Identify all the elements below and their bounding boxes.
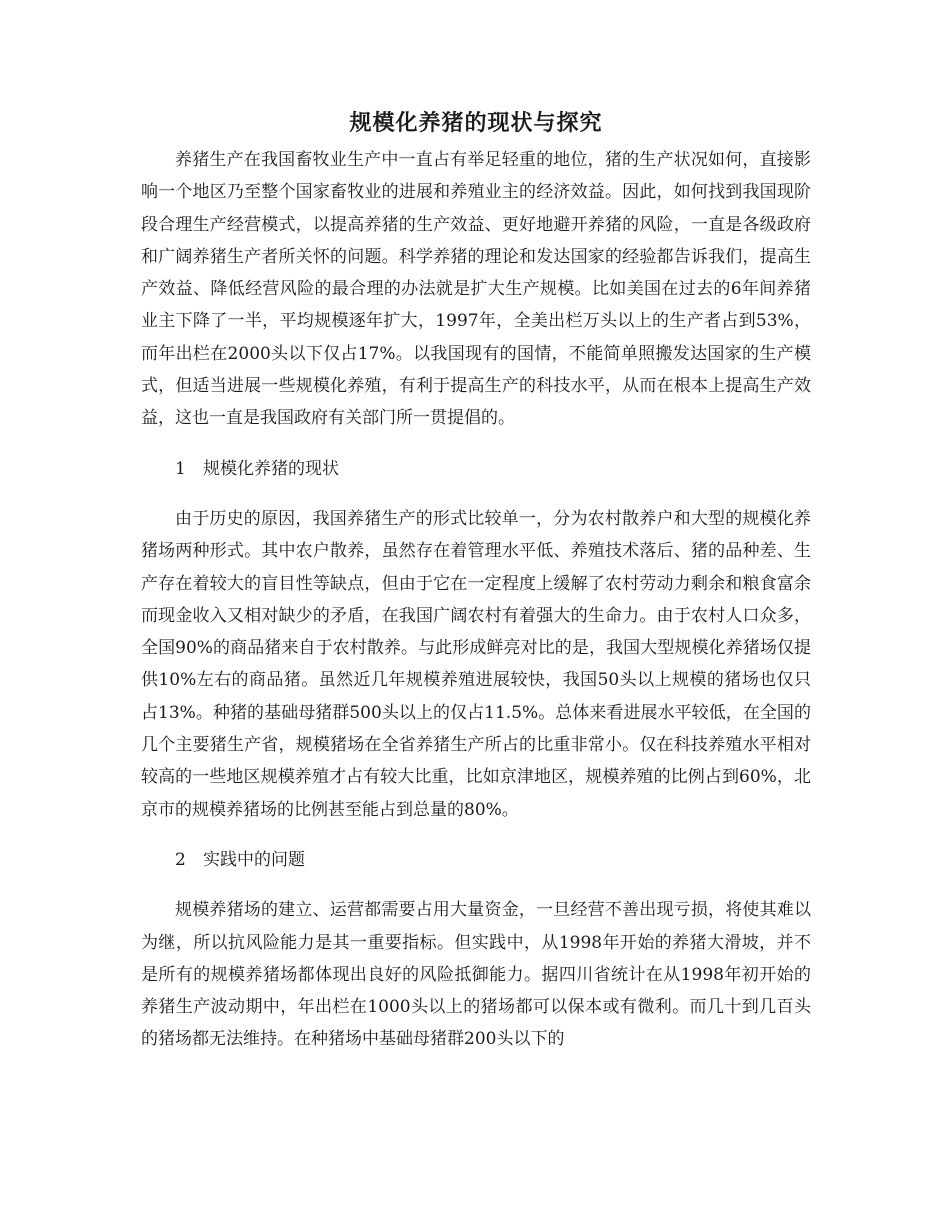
document-title: 规模化养猪的现状与探究 — [349, 110, 603, 136]
intro-paragraph: 养猪生产在我国畜牧业生产中一直占有举足轻重的地位，猪的生产状况如何，直接影响一个地区乃至整个国家畜牧业的进展和养殖业主的经济效益。因此，如何找到我国现阶段合理生产经营模式，以提高养猪的生产效益、更好地避开养猪的风险，一直是各级政府和广阔养猪生产者所关怀的问题。科学养猪的理论和发达国家的经验都告诉我们，提高生产效益、降低经营风险的最合理的办法就是扩大生产规模。比如美国在过去的6年间养猪业主下降了一半，平均规模逐年扩大，1997年，全美出栏万头以上的生产者占到53%，而年出栏在2000头以下仅占17%。以我国现有的国情，不能简单照搬发达国家的生产模式，但适当进展一些规模化养殖，有利于提高生产的科技水平，从而在根本上提高生产效益，这也一直是我国政府有关部门所一贯提倡的。 — [141, 150, 811, 429]
section-number: 1 — [175, 458, 186, 479]
section-heading-text: 规模化养猪的现状 — [203, 458, 339, 479]
section-heading-text: 实践中的问题 — [203, 849, 305, 870]
document-page — [141, 108, 811, 1056]
section-number: 2 — [175, 849, 186, 870]
section-1-body: 由于历史的原因，我国养猪生产的形式比较单一，分为农村散养户和大型的规模化养猪场两种形式。其中农户散养，虽然存在着管理水平低、养殖技术落后、猪的品种差、生产存在着较大的盲目性等缺点，但由于它在一定程度上缓解了农村劳动力剩余和粮食富余而现金收入又相对缺少的矛盾，在我国广阔农村有着强大的生命力。由于农村人口众多，全国90%的商品猪来自于农村散养。与此形成鲜亮对比的是，我国大型规模化养猪场仅提供10%左右的商品猪。虽然近几年规模养殖进展较快，我国50头以上规模的猪场也仅只占13%。种猪的基础母猪群500头以上的仅占11.5%。总体来看进展水平较低，在全国的几个主要猪生产省，规模猪场在全省养猪生产所占的比重非常小。仅在科技养殖水平相对较高的一些地区规模养殖才占有较大比重，比如京津地区，规模养殖的比例占到60%，北京市的规模养猪场的比例甚至能占到总量的80%。 — [141, 508, 811, 820]
section-heading-2 — [141, 844, 811, 876]
section-2-body: 规模养猪场的建立、运营都需要占用大量资金，一旦经营不善出现亏损，将使其难以为继，所以抗风险能力是其一重要指标。但实践中，从1998年开始的养猪大滑坡，并不是所有的规模养猪场都体现出良好的风险抵御能力。据四川省统计在从1998年初开始的养猪生产波动期中，年出栏在1000头以上的猪场都可以保本或有微利。而几十到几百头的猪场都无法维持。在种猪场中基础母猪群200头以下的 — [141, 900, 811, 1050]
section-heading-1 — [141, 453, 811, 485]
